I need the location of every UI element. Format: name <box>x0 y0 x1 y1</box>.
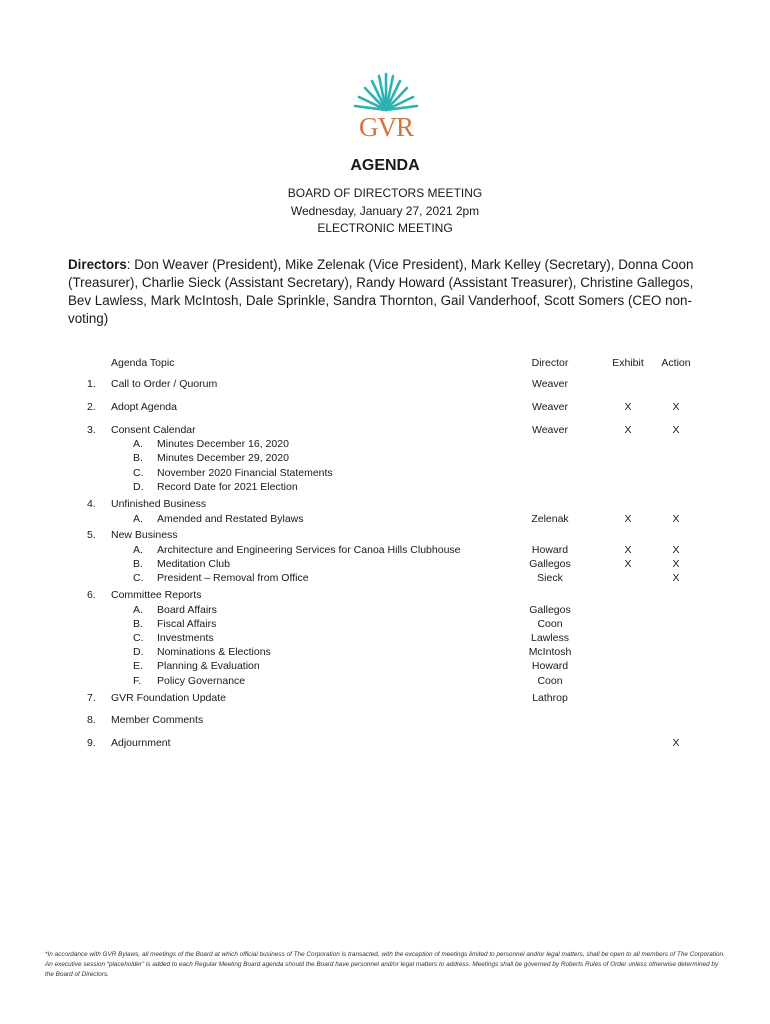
sub-topic: Record Date for 2021 Election <box>157 481 298 493</box>
directors-list <box>68 256 708 328</box>
sub-topic: Investments <box>157 632 214 644</box>
sub-topic: Fiscal Affairs <box>157 618 217 630</box>
sub-topic: Meditation Club <box>157 558 230 570</box>
item-exhibit: X <box>624 424 632 436</box>
sub-director: Gallegos <box>529 604 571 616</box>
item-number: 4. <box>87 498 96 510</box>
item-topic: Consent Calendar <box>111 424 196 436</box>
sub-director: Howard <box>531 660 569 672</box>
item-number: 5. <box>87 529 96 541</box>
sub-topic: Board Affairs <box>157 604 217 616</box>
item-topic: Committee Reports <box>111 589 202 601</box>
sub-director: Howard <box>531 544 569 556</box>
header-action: Action <box>661 357 691 369</box>
sub-letter: B. <box>133 452 143 464</box>
sub-letter: A. <box>133 513 143 525</box>
footer-note: *In accordance with GVR Bylaws, all meetings of the Board at which official business of The Corporation is transacted, with the exception of meetings limited to personnel and/or legal matters, shall be open to all members of The Corporation. An executive session “placeholder” is added to each Regular Meeting Board agenda should the Board have personnel and/or legal matters to address. Meetings shall be governed by Roberts Rules of Order unless otherwise determined by the Board of Directors. <box>45 951 725 978</box>
item-action: X <box>672 737 680 749</box>
sub-action: X <box>672 558 680 570</box>
directors-label: Directors <box>68 257 127 272</box>
item-topic: Call to Order / Quorum <box>111 378 218 390</box>
sub-letter: C. <box>133 572 144 584</box>
sub-letter: C. <box>133 632 144 644</box>
directors-text: : Don Weaver (President), Mike Zelenak (Vice President), Mark Kelley (Secretary), Donna Coon (Treasurer), Charlie Sieck (Assistant Secretary), Randy Howard (Assistant Treasurer), Christine Gallegos, Bev Lawless, Mark McIntosh, Dale Sprinkle, Sandra Thornton, Gail Vanderhoof, Scott Somers (CEO non-voting) <box>68 257 694 326</box>
sub-action: X <box>672 513 680 525</box>
logo-text: GVR <box>358 112 413 142</box>
item-topic: New Business <box>111 529 178 541</box>
item-topic: Adjournment <box>111 737 171 749</box>
item-director: Lathrop <box>532 692 568 704</box>
sub-director: Coon <box>537 618 563 630</box>
sub-exhibit: X <box>624 544 632 556</box>
sub-letter: E. <box>133 660 143 672</box>
sub-letter: D. <box>133 646 144 658</box>
sub-topic: Amended and Restated Bylaws <box>157 513 304 525</box>
sub-director: McIntosh <box>528 646 572 658</box>
gvr-logo <box>350 72 422 142</box>
sub-topic: Nominations & Elections <box>157 646 271 658</box>
item-action: X <box>672 424 680 436</box>
item-number: 6. <box>87 589 96 601</box>
sub-letter: A. <box>133 438 143 450</box>
sub-letter: A. <box>133 544 143 556</box>
meeting-date: Wednesday, January 27, 2021 2pm <box>290 204 480 218</box>
header-director: Director <box>531 357 569 369</box>
sub-director: Sieck <box>537 572 563 584</box>
item-number: 1. <box>87 378 96 390</box>
sub-director: Zelenak <box>531 513 569 525</box>
item-director: Weaver <box>532 378 568 390</box>
item-action: X <box>672 401 680 413</box>
header-agenda-topic: Agenda Topic <box>111 357 175 369</box>
agave-icon <box>350 72 422 112</box>
sub-letter: B. <box>133 558 143 570</box>
sub-topic: Architecture and Engineering Services for Canoa Hills Clubhouse <box>157 544 461 556</box>
sub-letter: B. <box>133 618 143 630</box>
sub-letter: F. <box>133 675 142 687</box>
item-number: 8. <box>87 714 96 726</box>
item-exhibit: X <box>624 401 632 413</box>
sub-topic: Minutes December 29, 2020 <box>157 452 289 464</box>
sub-letter: D. <box>133 481 144 493</box>
item-number: 2. <box>87 401 96 413</box>
page-title: AGENDA <box>350 157 420 174</box>
item-topic: Adopt Agenda <box>111 401 177 413</box>
sub-topic: President – Removal from Office <box>157 572 309 584</box>
sub-topic: Planning & Evaluation <box>157 660 260 672</box>
item-number: 9. <box>87 737 96 749</box>
sub-action: X <box>672 544 680 556</box>
meeting-format: ELECTRONIC MEETING <box>317 221 453 235</box>
sub-topic: November 2020 Financial Statements <box>157 467 333 479</box>
meeting-type: BOARD OF DIRECTORS MEETING <box>287 186 483 200</box>
sub-director: Lawless <box>531 632 569 644</box>
item-number: 7. <box>87 692 96 704</box>
item-topic: Unfinished Business <box>111 498 207 510</box>
item-director: Weaver <box>532 401 568 413</box>
item-topic: GVR Foundation Update <box>111 692 226 704</box>
item-topic: Member Comments <box>111 714 204 726</box>
sub-topic: Policy Governance <box>157 675 246 687</box>
item-number: 3. <box>87 424 96 436</box>
sub-director: Coon <box>537 675 563 687</box>
sub-exhibit: X <box>624 558 632 570</box>
sub-letter: A. <box>133 604 143 616</box>
sub-exhibit: X <box>624 513 632 525</box>
sub-topic: Minutes December 16, 2020 <box>157 438 289 450</box>
header-exhibit: Exhibit <box>612 357 644 369</box>
sub-letter: C. <box>133 467 144 479</box>
sub-director: Gallegos <box>529 558 571 570</box>
sub-action: X <box>672 572 680 584</box>
item-director: Weaver <box>532 424 568 436</box>
